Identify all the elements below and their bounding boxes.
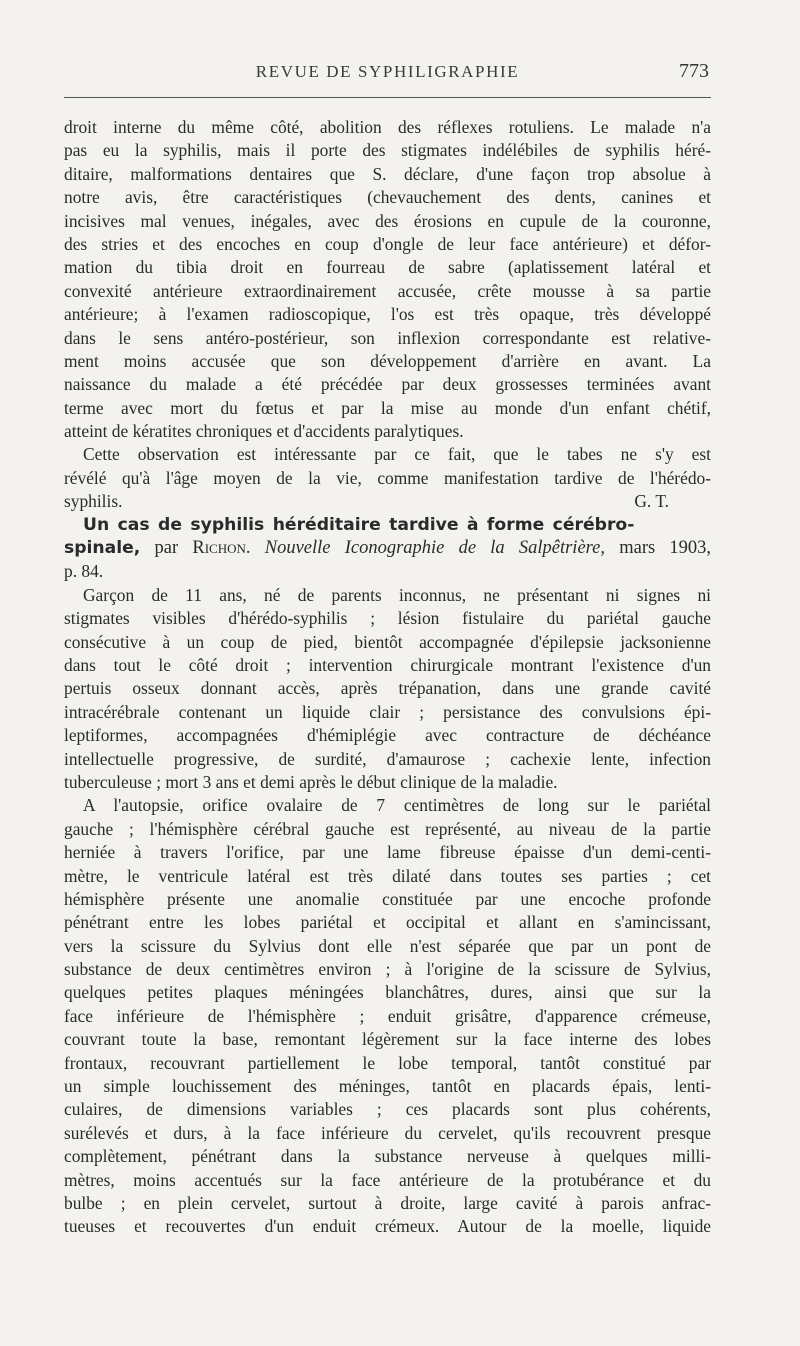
article-heading	[64, 514, 711, 584]
article-by: par	[140, 538, 193, 559]
text-line: pénétrant entre les lobes pariétal et occipital et allant en s'amincissant,	[64, 912, 711, 933]
text-line: notre avis, être caractéristiques (chevauchement des dents, canines et	[64, 187, 711, 208]
article-journal: Nouvelle Iconographie de la Salpêtrière,	[264, 538, 606, 559]
text-line: couvrant toute la base, remontant légèrement sur la face interne des lobes	[64, 1029, 711, 1050]
text-line: surélevés et durs, à la face inférieure du cervelet, qu'ils recouvrent presque	[64, 1122, 711, 1143]
running-title: REVUE DE SYPHILIGRAPHIE	[255, 62, 520, 81]
body-text	[64, 116, 711, 1239]
text-line: vers la scissure du Sylvius dont elle n'est séparée que par un pont de	[64, 935, 711, 956]
text-line: leptiformes, accompagnées d'hémiplégie avec contracture de déchéance	[64, 725, 711, 746]
text-line: des stries et des encoches en coup d'ongle de leur face antérieure) et défor-	[64, 233, 711, 254]
text-line: A l'autopsie, orifice ovalaire de 7 centimètres de long sur le pariétal	[83, 795, 711, 816]
text-line: quelques petites plaques méningées blanchâtres, dures, ainsi que sur la	[64, 982, 711, 1003]
paragraph-1	[64, 116, 711, 443]
text-line: un simple louchissement des méninges, tantôt en placards épais, lenti-	[64, 1076, 711, 1097]
text-line: substance de deux centimètres environ ; à l'origine de la scissure de Sylvius,	[64, 959, 711, 980]
article-date: mars 1903,	[605, 538, 712, 559]
article-author: Richon	[192, 538, 246, 559]
text-line: stigmates visibles d'hérédo-syphilis ; lésion fistulaire du pariétal gauche	[64, 608, 711, 629]
paragraph-3	[64, 584, 711, 795]
paragraph-2	[64, 443, 711, 513]
text-line: dans le sens antéro-postérieur, son inflexion correspondante est relative-	[64, 327, 711, 348]
text-line: mation du tibia droit en fourreau de sabre (aplatissement latéral et	[64, 257, 711, 278]
article-title-part-2: spinale,	[64, 538, 141, 559]
text-line: consécutive à un coup de pied, bientôt accompagnée d'épilepsie jacksonienne	[64, 631, 711, 652]
page-header	[64, 62, 711, 92]
text-line: tueuses et recouvertes d'un enduit crémeux. Autour de la moelle, liquide	[64, 1216, 711, 1237]
text-line: pas eu la syphilis, mais il porte des stigmates indélébiles de syphilis héré-	[64, 140, 711, 161]
paragraph-4	[64, 794, 711, 1238]
article-pages: p. 84.	[64, 561, 104, 582]
reviewer-signature: G. T.	[634, 491, 669, 512]
text-line: intracérébrale contenant un liquide clair ; persistance des convulsions épi-	[64, 701, 711, 722]
text-line: droit interne du même côté, abolition des réflexes rotuliens. Le malade n'a	[64, 117, 711, 137]
text-line: ditaire, malformations dentaires que S. déclare, d'une façon trop absolue à	[64, 163, 711, 184]
header-rule	[64, 97, 711, 98]
article-title-line-1	[64, 514, 711, 537]
text-line: culaires, de dimensions variables ; ces placards sont plus cohérents,	[64, 1099, 711, 1120]
text-line: naissance du malade a été précédée par deux grossesses terminées avant	[64, 374, 711, 395]
text-line: incisives mal venues, inégales, avec des érosions en cupule de la couronne,	[64, 210, 711, 231]
text-line: tuberculeuse ; mort 3 ans et demi après le début clinique de la maladie.	[64, 771, 558, 792]
text-line: syphilis. G. T.	[64, 490, 711, 513]
text-line: Cette observation est intéressante par ce fait, que le tabes ne s'y est	[83, 444, 711, 465]
text-line: mètre, le ventricule latéral est très dilaté dans toutes ses parties ; cet	[64, 865, 711, 886]
article-title-part-1: Un cas de syphilis héréditaire tardive à forme cérébro-	[83, 514, 635, 535]
text-line: révélé qu'à l'âge moyen de la vie, comme manifestation tardive de l'hérédo-	[64, 467, 711, 488]
article-sep: .	[245, 538, 265, 559]
text-line: frontaux, recouvrant partiellement le lobe temporal, tantôt constitué par	[64, 1052, 711, 1073]
text-line: complètement, pénétrant dans la substance nerveuse à quelques milli-	[64, 1146, 711, 1167]
text-line: gauche ; l'hémisphère cérébral gauche est représenté, au niveau de la partie	[64, 818, 711, 839]
page-number: 773	[679, 60, 709, 82]
text-line: bulbe ; en plein cervelet, surtout à droite, large cavité à parois anfrac-	[64, 1192, 711, 1213]
text-line: mètres, moins accentués sur la face antérieure de la protubérance et du	[64, 1169, 711, 1190]
text-line: herniée à travers l'orifice, par une lame fibreuse épaisse d'un demi-centi-	[64, 842, 711, 863]
text-line: ment moins accusée que son développement d'arrière en avant. La	[64, 350, 711, 371]
article-title-line-2	[64, 537, 711, 560]
text-line: terme avec mort du fœtus et par la mise au monde d'un enfant chétif,	[64, 397, 711, 418]
text-line: dans tout le côté droit ; intervention chirurgicale montrant l'existence d'un	[64, 654, 711, 675]
text-line: intellectuelle progressive, de surdité, d'amaurose ; cachexie lente, infection	[64, 748, 711, 769]
text-line: Garçon de 11 ans, né de parents inconnus, ne présentant ni signes ni	[83, 584, 711, 605]
text-line: antérieure; à l'examen radioscopique, l'os est très opaque, très développé	[64, 304, 711, 325]
text-line: pertuis osseux donnant accès, après trépanation, dans une grande cavité	[64, 678, 711, 699]
text-line: convexité antérieure extraordinairement accusée, crête mousse à sa partie	[64, 280, 711, 301]
text-line: face inférieure de l'hémisphère ; enduit grisâtre, d'apparence crémeuse,	[64, 1005, 711, 1026]
text-line: atteint de kératites chroniques et d'accidents paralytiques.	[64, 421, 464, 442]
text-line: hémisphère présente une anomalie constituée par une encoche profonde	[64, 888, 711, 909]
